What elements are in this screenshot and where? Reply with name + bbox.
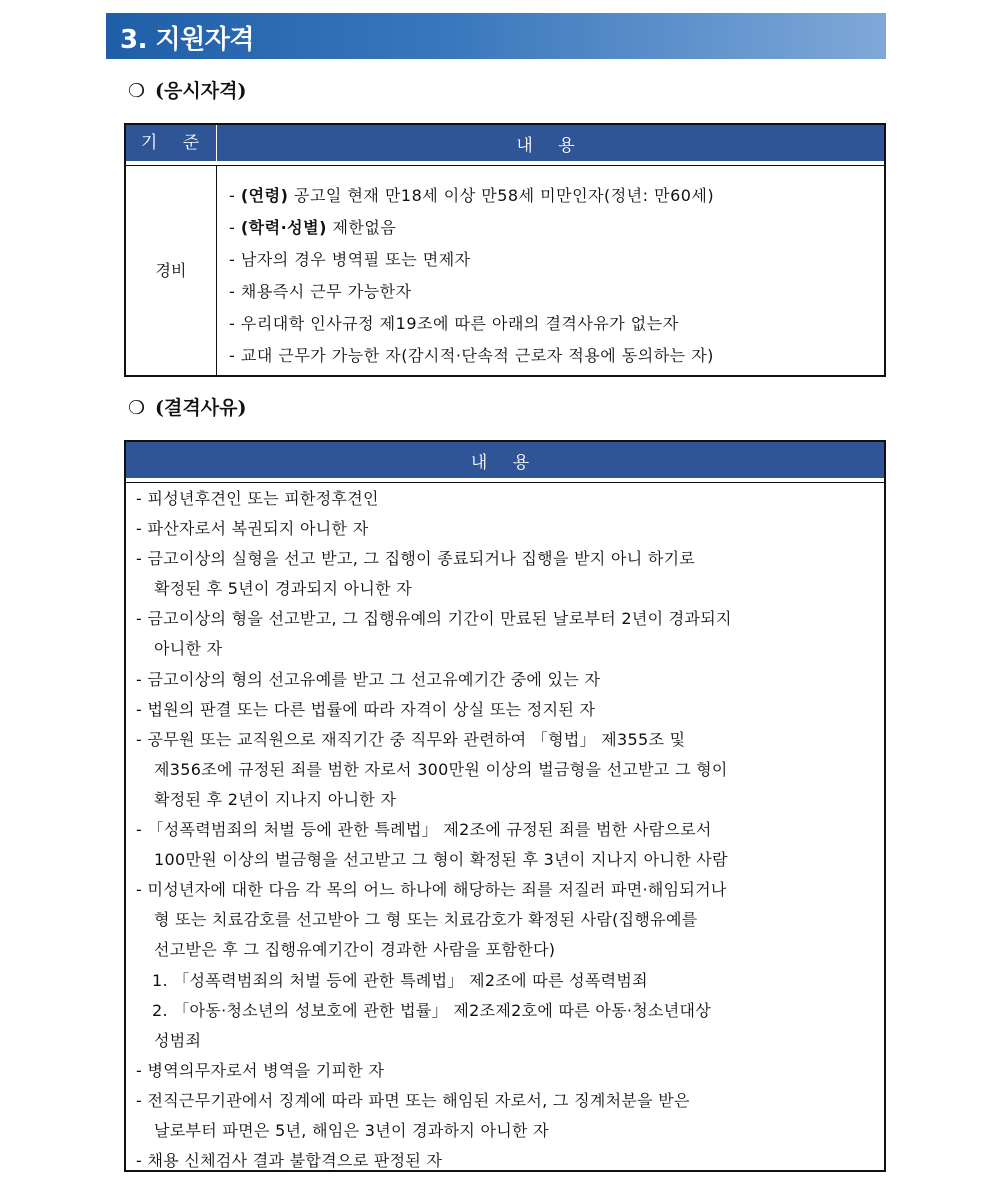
dash-marker: - — [229, 250, 241, 269]
disqualification-heading-text: (결격사유) — [155, 397, 247, 419]
disqualification-item-continuation: 2. 「아동·청소년의 성보호에 관한 법률」 제2조제2호에 따른 아동·청소년대상 — [152, 1000, 712, 1020]
disqualification-table-header — [126, 442, 884, 478]
disqualification-heading — [128, 393, 246, 420]
disqualification-item: - 피성년후견인 또는 피한정후견인 — [136, 489, 379, 508]
item-label: (학력·성별) — [240, 218, 327, 237]
disqualification-item: - 「성폭력범죄의 처벌 등에 관한 특례법」 제2조에 규정된 죄를 범한 사람으로서 — [136, 820, 712, 840]
section-title: 3. 지원자격 — [120, 25, 254, 55]
disqualification-item-continuation: 확정된 후 5년이 경과되지 아니한 자 — [154, 579, 412, 599]
qualification-table — [124, 123, 886, 377]
category-cell: 경비 — [126, 166, 217, 376]
disqualification-item: - 금고이상의 실형을 선고 받고, 그 집행이 종료되거나 집행을 받지 아니 하기로 — [136, 549, 696, 569]
disqualification-item: - 금고이상의 형의 선고유예를 받고 그 선고유예기간 중에 있는 자 — [136, 669, 601, 689]
qualification-table-header — [126, 125, 884, 161]
content-column-header: 내 용 — [516, 135, 585, 156]
disqualification-item-continuation: 확정된 후 2년이 지나지 아니한 자 — [154, 789, 397, 809]
disqualification-item: - 법원의 판결 또는 다른 법률에 따라 자격이 상실 또는 정지된 자 — [136, 699, 596, 719]
disqualification-item-continuation: 아니한 자 — [154, 639, 223, 659]
item-text: 제한없음 — [326, 218, 397, 237]
disqualification-item: - 미성년자에 대한 다음 각 목의 어느 하나에 해당하는 죄를 저질러 파면·해임되거나 — [136, 880, 727, 900]
qualification-heading — [128, 76, 246, 103]
disqualification-item-continuation: 1. 「성폭력범죄의 처벌 등에 관한 특례법」 제2조에 따른 성폭력범죄 — [152, 970, 648, 990]
qualification-item — [229, 276, 884, 308]
item-label: (연령) — [240, 186, 289, 205]
dash-marker: - — [229, 346, 241, 365]
section-title-bar — [106, 13, 886, 59]
qualification-item — [229, 308, 884, 340]
circle-bullet-icon: ❍ — [128, 80, 146, 102]
qualification-heading-text: (응시자격) — [155, 80, 247, 102]
item-text: 채용즉시 근무 가능한자 — [240, 282, 412, 301]
disqualification-item-continuation: 제356조에 규정된 죄를 범한 자로서 300만원 이상의 벌금형을 선고받고 그 형이 — [154, 759, 728, 779]
qualification-item — [229, 212, 884, 244]
disqualification-item: - 병역의무자로서 병역을 기피한 자 — [136, 1060, 385, 1080]
content-column-header: 내 용 — [470, 452, 540, 473]
dash-marker: - — [229, 218, 241, 237]
dash-marker: - — [229, 314, 241, 333]
item-text: 공고일 현재 만18세 이상 만58세 미만인자(정년: 만60세) — [288, 186, 715, 205]
disqualification-item-continuation: 형 또는 치료감호를 선고받아 그 형 또는 치료감호가 확정된 사람(집행유예를 — [154, 910, 698, 930]
dash-marker: - — [229, 282, 241, 301]
disqualification-table — [124, 440, 886, 1172]
qualification-item — [229, 244, 884, 276]
disqualification-item: - 금고이상의 형을 선고받고, 그 집행유예의 기간이 만료된 날로부터 2년이 경과되지 — [136, 609, 732, 629]
disqualification-item-continuation: 선고받은 후 그 집행유예기간이 경과한 사람을 포함한다) — [154, 940, 556, 960]
criteria-column-header: 기 준 — [126, 125, 217, 161]
disqualification-item-continuation: 성범죄 — [154, 1030, 202, 1050]
disqualification-item-continuation: 날로부터 파면은 5년, 해임은 3년이 경과하지 아니한 자 — [154, 1120, 549, 1140]
circle-bullet-icon: ❍ — [128, 397, 146, 419]
qualification-item — [229, 340, 884, 372]
disqualification-item: - 전직근무기관에서 징계에 따라 파면 또는 해임된 자로서, 그 징계처분을 받은 — [136, 1090, 690, 1110]
disqualification-items — [126, 483, 884, 1176]
disqualification-item: - 파산자로서 복권되지 아니한 자 — [136, 519, 369, 539]
qualification-items — [217, 166, 884, 376]
disqualification-item: - 공무원 또는 교직원으로 재직기간 중 직무와 관련하여 「형법」 제355조 및 — [136, 729, 686, 749]
item-text: 남자의 경우 병역필 또는 면제자 — [240, 250, 471, 269]
item-text: 교대 근무가 가능한 자(감시적·단속적 근로자 적용에 동의하는 자) — [240, 346, 714, 365]
qualification-item — [229, 180, 884, 212]
disqualification-item-continuation: 100만원 이상의 벌금형을 선고받고 그 형이 확정된 후 3년이 지나지 아니한 사람 — [154, 850, 728, 870]
dash-marker: - — [229, 186, 241, 205]
disqualification-item: - 채용 신체검사 결과 불합격으로 판정된 자 — [136, 1151, 443, 1171]
item-text: 우리대학 인사규정 제19조에 따른 아래의 결격사유가 없는자 — [240, 314, 679, 333]
